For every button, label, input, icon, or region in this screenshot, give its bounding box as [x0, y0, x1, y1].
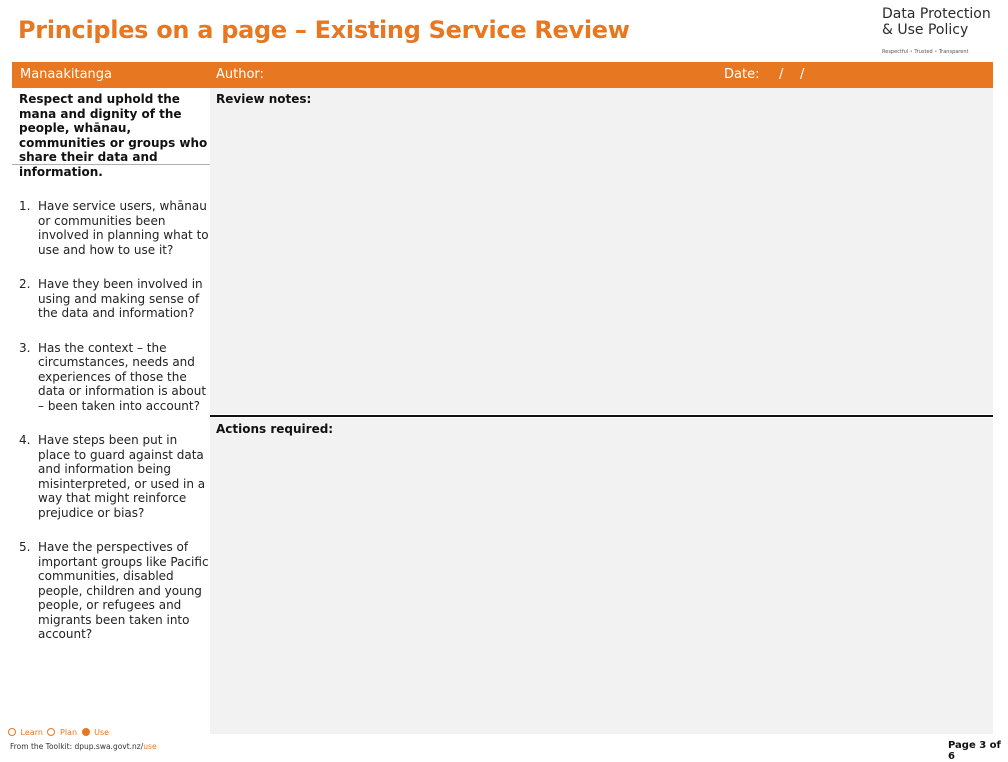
question-item: [19, 199, 209, 257]
principle-name: Manaakitanga: [20, 67, 113, 82]
footer-link[interactable]: use: [143, 742, 157, 751]
brand-tag-dot: •: [909, 49, 913, 55]
learn-circle-icon: [8, 728, 16, 736]
brand-tagline: [882, 49, 1004, 55]
page-title: Principles on a page – Existing Service Review: [18, 16, 630, 44]
question-number: 2.: [19, 277, 31, 291]
brand-tag-transparent: Transparent: [938, 49, 969, 55]
date-separator[interactable]: /: [779, 67, 784, 82]
question-text: Have they been involved in using and making sense of the data and information?: [38, 277, 203, 320]
question-item: [19, 540, 209, 642]
question-number: 4.: [19, 433, 31, 447]
brand-name-line1: Data Protection: [882, 6, 991, 22]
footer-source: [10, 742, 157, 751]
question-text: Has the context – the circumstances, needs and experiences of those the data or information is about – been taken into account?: [38, 340, 207, 413]
question-item: [19, 277, 209, 321]
date-separator[interactable]: /: [800, 67, 805, 82]
review-notes-area[interactable]: [210, 88, 993, 414]
brand-logo: [882, 6, 1004, 55]
question-number: 5.: [19, 540, 31, 554]
author-field[interactable]: Author:: [216, 67, 264, 82]
question-item: [19, 341, 209, 414]
brand-name-line2: & Use Policy: [882, 22, 969, 38]
plan-circle-icon: [47, 728, 55, 736]
page-number: Page 3 of 6: [948, 740, 1001, 762]
question-text: Have steps been put in place to guard against data and information being misinterpreted, or used in a way that might reinforce prejudice or bias?: [38, 433, 206, 520]
divider: [12, 164, 211, 165]
question-text: Have service users, whānau or communities been involved in planning what to use and how to use it?: [38, 199, 209, 257]
nav-use[interactable]: Use: [94, 728, 110, 737]
question-item: [19, 433, 209, 520]
brand-tag-dot: •: [934, 49, 938, 55]
nav-plan[interactable]: Plan: [60, 728, 78, 737]
toolkit-nav: [8, 728, 111, 737]
question-list: [19, 199, 209, 662]
actions-required-area[interactable]: [210, 418, 993, 734]
actions-required-label: Actions required:: [216, 422, 334, 436]
brand-tag-trusted: Trusted: [914, 49, 933, 55]
brand-tag-respectful: Respectful: [882, 49, 909, 55]
panel-divider: [210, 415, 993, 417]
footer-source-text: From the Toolkit: dpup.swa.govt.nz/: [10, 742, 144, 751]
question-number: 1.: [19, 199, 31, 213]
question-text: Have the perspectives of important groups like Pacific communities, disabled people, children and young people, or refugees and migrants been taken into account?: [38, 540, 209, 641]
review-notes-label: Review notes:: [216, 92, 312, 106]
question-number: 3.: [19, 340, 31, 355]
principle-description: Respect and uphold the mana and dignity of the people, whānau, communities or groups who share their data and information.: [19, 92, 208, 179]
use-filled-circle-icon: [82, 728, 90, 736]
nav-learn[interactable]: Learn: [20, 728, 43, 737]
header-bar: [12, 62, 993, 88]
date-label: Date:: [724, 67, 760, 82]
